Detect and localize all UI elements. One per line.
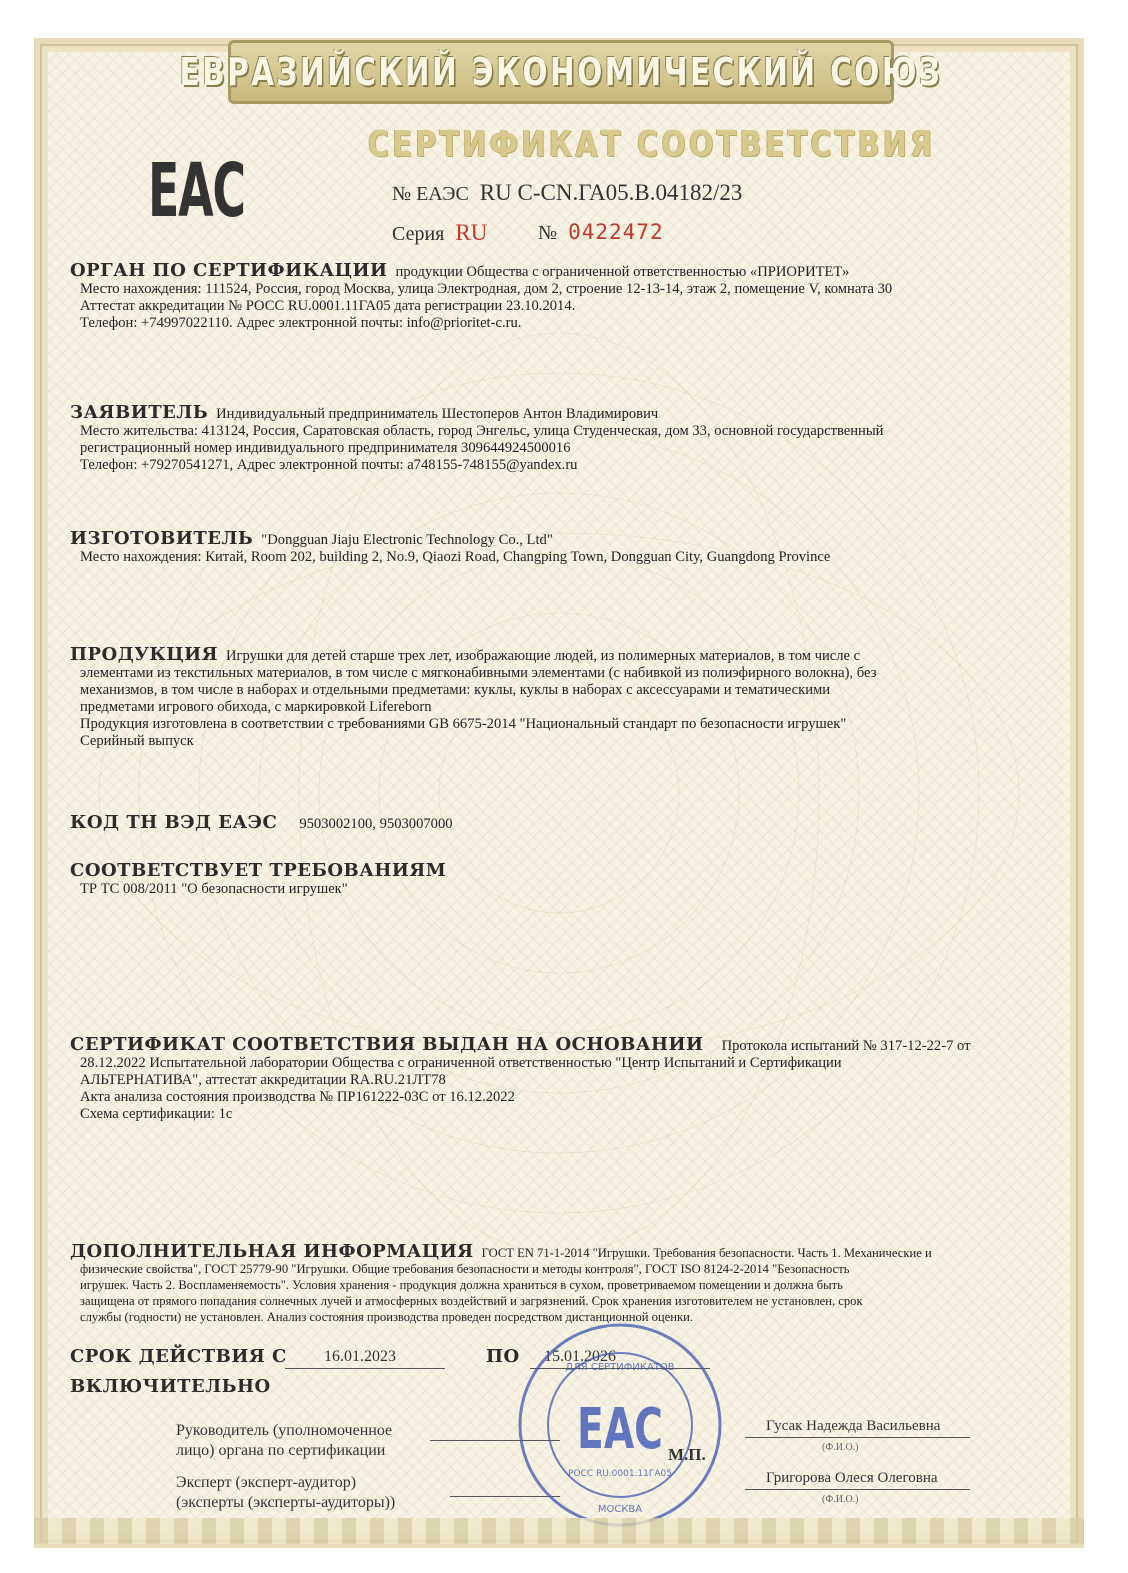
section-line: физические свойства", ГОСТ 25779-90 "Игрушки. Общие требования безопасности и методы контроля", ГОСТ ISO 8124-2-2014 "Безопасность [80, 1262, 850, 1276]
form-number-value: 0422472 [568, 220, 664, 244]
validity-to-date: 15.01.2026 [544, 1348, 616, 1365]
section-heading: СЕРТИФИКАТ СООТВЕТСТВИЯ ВЫДАН НА ОСНОВАНИИ [70, 1034, 704, 1055]
section-line: Акта анализа состояния производства № ПР161222-03С от 16.12.2022 [80, 1089, 515, 1105]
union-title: ЕВРАЗИЙСКИЙ ЭКОНОМИЧЕСКИЙ СОЮЗ [179, 50, 943, 94]
section-line: АЛЬТЕРНАТИВА", аттестат аккредитации RA.RU.21ЛТ78 [80, 1072, 446, 1088]
section-line: Индивидуальный предприниматель Шестоперов Антон Владимирович [216, 406, 659, 422]
stamp-reg-text: РОСС RU.0001.11ГА05 [568, 1469, 672, 1479]
series-value: RU [455, 220, 488, 245]
section-heading: ОРГАН ПО СЕРТИФИКАЦИИ [70, 260, 388, 281]
form-number-line [538, 220, 664, 245]
section-line: службы (годности) не установлен. Анализ состояния производства проведен посредством дистанционной оценки. [80, 1310, 693, 1324]
section-line: Место нахождения: Китай, Room 202, building 2, No.9, Qiaozi Road, Changping Town, Dongguan City, Guangdong Province [80, 549, 831, 565]
section-heading: ПРОДУКЦИЯ [70, 644, 218, 665]
section-line: Продукция изготовлена в соответствии с требованиями GB 6675-2014 "Национальный стандарт по безопасности игрушек" [80, 716, 847, 732]
stamp-city-text: МОСКВА [597, 1504, 643, 1515]
reg-value: RU C-CN.ГА05.В.04182/23 [479, 180, 743, 205]
expert-name-line [745, 1489, 970, 1490]
series-label: Серия [392, 223, 445, 245]
validity-from-date: 16.01.2023 [324, 1348, 396, 1365]
section-heading: ЗАЯВИТЕЛЬ [70, 402, 209, 423]
applicant-section [70, 404, 883, 474]
registration-number [392, 180, 742, 206]
expert-fio-label: (Ф.И.О.) [822, 1494, 859, 1505]
expert-signature-line [450, 1496, 560, 1497]
section-heading: КОД ТН ВЭД ЕАЭС [70, 812, 278, 833]
expert-name: Григорова Олеся Олеговна [766, 1470, 938, 1486]
eac-logo: EAC [148, 148, 245, 234]
validity-to-underline [530, 1368, 710, 1369]
head-name-line [745, 1437, 970, 1438]
section-line: 28.12.2022 Испытательной лаборатории Общества с ограниченной ответственностью "Центр Испытаний и Сертификации [80, 1055, 842, 1071]
certificate-title: СЕРТИФИКАТ СООТВЕТСТВИЯ [368, 124, 936, 165]
tn-ved-section [70, 814, 453, 833]
section-heading: ИЗГОТОВИТЕЛЬ [70, 528, 254, 549]
section-line: Схема сертификации: 1с [80, 1106, 233, 1122]
head-fio-label: (Ф.И.О.) [822, 1442, 859, 1453]
head-label-2: лицо) органа по сертификации [176, 1442, 386, 1459]
section-heading: СООТВЕТСТВУЕТ ТРЕБОВАНИЯМ [70, 860, 447, 881]
mp-label: М.П. [668, 1445, 706, 1464]
section-line: ТР ТС 008/2011 "О безопасности игрушек" [80, 881, 348, 897]
section-line: предметами игрового обихода, с маркировкой Lifereborn [80, 699, 432, 715]
section-line: механизмов, в том числе в наборах и отдельными предметами: куклы, куклы в наборах с аксессуарами и тематическими [80, 682, 831, 698]
validity-to-label: ПО [486, 1346, 520, 1367]
section-line: Телефон: +74997022110. Адрес электронной почты: info@prioritet-c.ru. [80, 315, 522, 331]
section-line: Серийный выпуск [80, 733, 194, 749]
section-heading: ДОПОЛНИТЕЛЬНАЯ ИНФОРМАЦИЯ [70, 1241, 474, 1262]
section-line: продукции Общества с ограниченной ответственностью «ПРИОРИТЕТ» [395, 264, 850, 280]
validity-section [70, 1348, 295, 1367]
manufacturer-section [70, 530, 830, 566]
section-line: элементами из текстильных материалов, в том числе с мягконабивными элементами (с набивкой из полиэфирного волокна), без [80, 665, 877, 681]
reg-prefix: № ЕАЭС [392, 183, 469, 205]
stamp-ring-text: ДЛЯ СЕРТИФИКАТОВ [565, 1362, 675, 1373]
validity-to-label-wrap [486, 1348, 528, 1367]
inclusive-label: ВКЛЮЧИТЕЛЬНО [70, 1376, 271, 1397]
bottom-border-strip [34, 1518, 1084, 1544]
stamp-center-text: ЕАС [577, 1397, 663, 1462]
section-line: игрушек. Часть 2. Воспламеняемость". Условия хранения - продукция должна храниться в сухом, проветриваемом помещении и должна быть [80, 1278, 843, 1292]
conforms-section [70, 862, 454, 898]
section-line: "Dongguan Jiaju Electronic Technology Co., Ltd" [261, 532, 553, 548]
validity-from-underline [285, 1368, 445, 1369]
section-line: Телефон: +79270541271, Адрес электронной почты: a748155-748155@yandex.ru [80, 457, 578, 473]
expert-label-1: Эксперт (эксперт-аудитор) [176, 1474, 357, 1491]
certification-body-section [70, 262, 892, 332]
head-signature-line [430, 1440, 560, 1441]
head-label-1: Руководитель (уполномоченное [176, 1422, 393, 1439]
section-line: регистрационный номер индивидуального предпринимателя 309644924500016 [80, 440, 571, 456]
section-line: ГОСТ EN 71-1-2014 "Игрушки. Требования безопасности. Часть 1. Механические и [481, 1246, 932, 1260]
additional-info-section [70, 1241, 932, 1325]
validity-inclusive [70, 1378, 279, 1397]
section-line: Место нахождения: 111524, Россия, город Москва, улица Электродная, дом 2, строение 12-13-14, этаж 2, помещение V, комната 30 [80, 281, 893, 297]
section-line: Аттестат аккредитации № РОСС RU.0001.11ГА05 дата регистрации 23.10.2014. [80, 298, 576, 314]
series-line [392, 220, 487, 246]
head-name: Гусак Надежда Васильевна [766, 1418, 941, 1434]
section-line: Место жительства: 413124, Россия, Саратовская область, город Энгельс, улица Студенческая, дом 33, основной государственный [80, 423, 884, 439]
tn-ved-codes: 9503002100, 9503007000 [299, 816, 453, 832]
validity-from-label: СРОК ДЕЙСТВИЯ С [70, 1346, 287, 1367]
section-line: Протокола испытаний № 317-12-22-7 от [721, 1038, 971, 1054]
basis-section [70, 1036, 971, 1123]
product-section [70, 646, 876, 750]
section-line: Игрушки для детей старше трех лет, изображающие людей, из полимерных материалов, в том числе с [225, 648, 861, 664]
section-line: защищена от прямого попадания солнечных лучей и атмосферных воздействий и загрязнений. Срок хранения изготовителем не установлен, срок [80, 1294, 863, 1308]
union-banner [179, 40, 943, 104]
form-number-label: № [538, 222, 558, 244]
expert-label-2: (эксперты (эксперты-аудиторы)) [176, 1494, 396, 1511]
